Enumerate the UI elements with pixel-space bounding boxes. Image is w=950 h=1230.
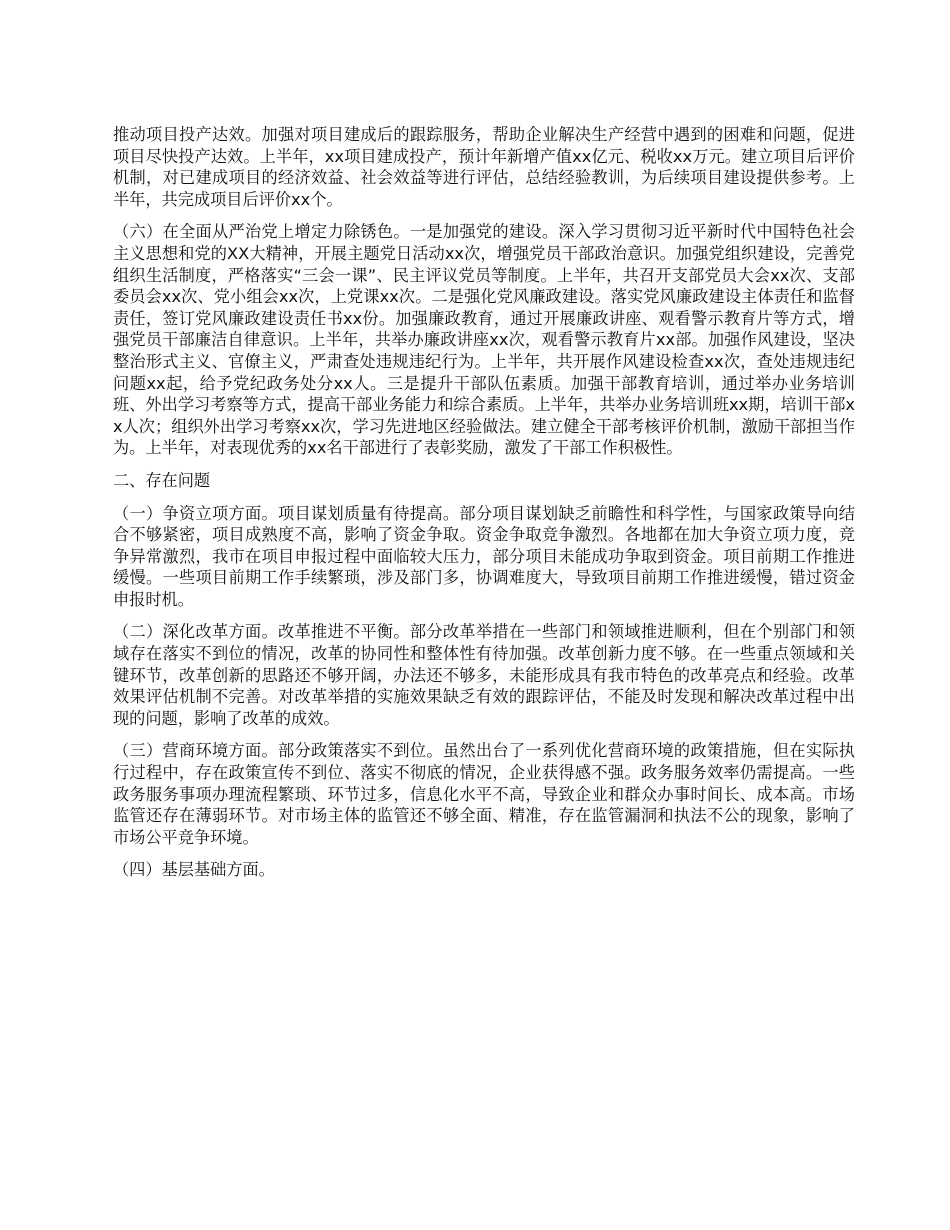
paragraph-project-output: 推动项目投产达效。加强对项目建成后的跟踪服务，帮助企业解决生产经营中遇到的困难和问题，促进项目尽快投产达效。上半年，xx项目建成投产，预计年新增产值xx亿元、税收xx万元。建立项目后评价机制，对已建成项目的经济效益、社会效益等进行评估，总结经验教训，为后续项目建设提供参考。上半年，共完成项目后评价xx个。 xyxy=(113,125,855,209)
section-heading-problems: 二、存在问题 xyxy=(113,470,211,490)
paragraph-deepening-reform: （二）深化改革方面。改革推进不平衡。部分改革举措在一些部门和领域推进顺利，但在个别部门和领域存在落实不到位的情况，改革的协同性和整体性有待加强。改革创新力度不够。在一些重点领域和关键环节，改革创新的思路还不够开阔，办法还不够多，未能形成具有我市特色的改革亮点和经验。改革效果评估机制不完善。对改革举措的实施效果缺乏有效的跟踪评估，不能及时发现和解决改革过程中出现的问题，影响了改革的成效。 xyxy=(113,622,855,728)
document-body xyxy=(113,124,855,892)
paragraph-grassroots: （四）基层基础方面。 xyxy=(113,860,275,880)
paragraph-party-building: （六）在全面从严治党上增定力除锈色。一是加强党的建设。深入学习贯彻习近平新时代中国特色社会主义思想和党的XX大精神，开展主题党日活动xx次，增强党员干部政治意识。加强党组织建设，完善党组织生活制度，严格落实“三会一课”、民主评议党员等制度。上半年，共召开支部党员大会xx次、支部委员会xx次、党小组会xx次，上党课xx次。二是强化党风廉政建设。落实党风廉政建设主体责任和监督责任，签订党风廉政建设责任书xx份。加强廉政教育，通过开展廉政讲座、观看警示教育片等方式，增强党员干部廉洁自律意识。上半年，共举办廉政讲座xx次，观看警示教育片xx部。加强作风建设，坚决整治形式主义、官僚主义，严肃查处违规违纪行为。上半年，共开展作风建设检查xx次，查处违规违纪问题xx起，给予党纪政务处分xx人。三是提升干部队伍素质。加强干部教育培训，通过举办业务培训班、外出学习考察等方式，提高干部业务能力和综合素质。上半年，共举办业务培训班xx期，培训干部xx人次；组织外出学习考察xx次，学习先进地区经验做法。建立健全干部考核评价机制，激励干部担当作为。上半年，对表现优秀的xx名干部进行了表彰奖励，激发了干部工作积极性。 xyxy=(113,222,855,458)
paragraph-business-environment: （三）营商环境方面。部分政策落实不到位。虽然出台了一系列优化营商环境的政策措施，但在实际执行过程中，存在政策宣传不到位、落实不彻底的情况，企业获得感不强。政务服务效率仍需提高。一些政务服务事项办理流程繁琐、环节过多，信息化水平不高，导致企业和群众办事时间长、成本高。市场监管还存在薄弱环节。对市场主体的监管还不够全面、精准，存在监管漏洞和执法不公的现象，影响了市场公平竞争环境。 xyxy=(113,741,855,847)
paragraph-funding-projects: （一）争资立项方面。项目谋划质量有待提高。部分项目谋划缺乏前瞻性和科学性，与国家政策导向结合不够紧密，项目成熟度不高，影响了资金争取。资金争取竞争激烈。各地都在加大争资立项力度，竞争异常激烈，我市在项目申报过程中面临较大压力，部分项目未能成功争取到资金。项目前期工作推进缓慢。一些项目前期工作手续繁琐，涉及部门多，协调难度大，导致项目前期工作推进缓慢，错过资金申报时机。 xyxy=(113,503,855,609)
